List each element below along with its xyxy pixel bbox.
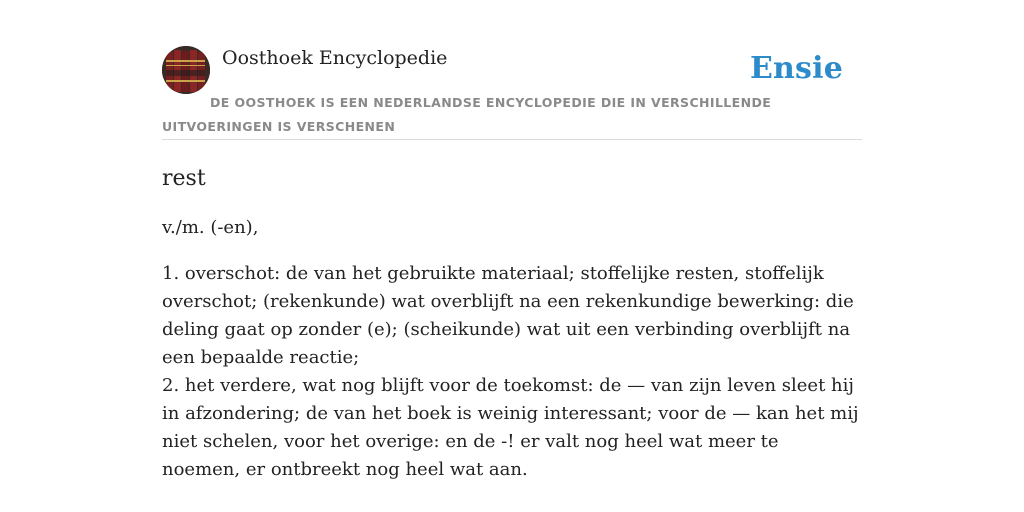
definition-1: 1. overschot: de van het gebruikte materiaal; stoffelijke resten, stoffelijk overschot; (rekenkunde) wat overblijft na een rekenkundige bewerking: die deling gaat op zonder (e); (scheikunde) wat uit een verbinding overblijft na een bepaalde reactie; [162, 263, 854, 368]
header-divider [162, 139, 862, 140]
brand-logo[interactable]: Ensie [749, 51, 843, 86]
site-tagline: DE OOSTHOEK IS EEN NEDERLANDSE ENCYCLOPEDIE DIE IN VERSCHILLENDE UITVOERINGEN IS VERSCHENEN [162, 95, 772, 134]
entry-content [162, 162, 862, 484]
header [162, 46, 862, 140]
encyclopedia-books-icon[interactable] [162, 46, 210, 94]
site-title[interactable]: Oosthoek Encyclopedie [222, 47, 448, 69]
entry-grammar: v./m. (-en), [162, 217, 259, 238]
definition-2: 2. het verdere, wat nog blijft voor de toekomst: de — van zijn leven sleet hij in afzondering; de van het boek is weinig interessant; voor de — kan het mij niet schelen, voor het overige: en de -! er valt nog heel wat meer te noemen, er ontbreekt nog heel wat aan. [162, 375, 859, 480]
entry-term: rest [162, 166, 206, 191]
entry-definitions [162, 260, 862, 484]
